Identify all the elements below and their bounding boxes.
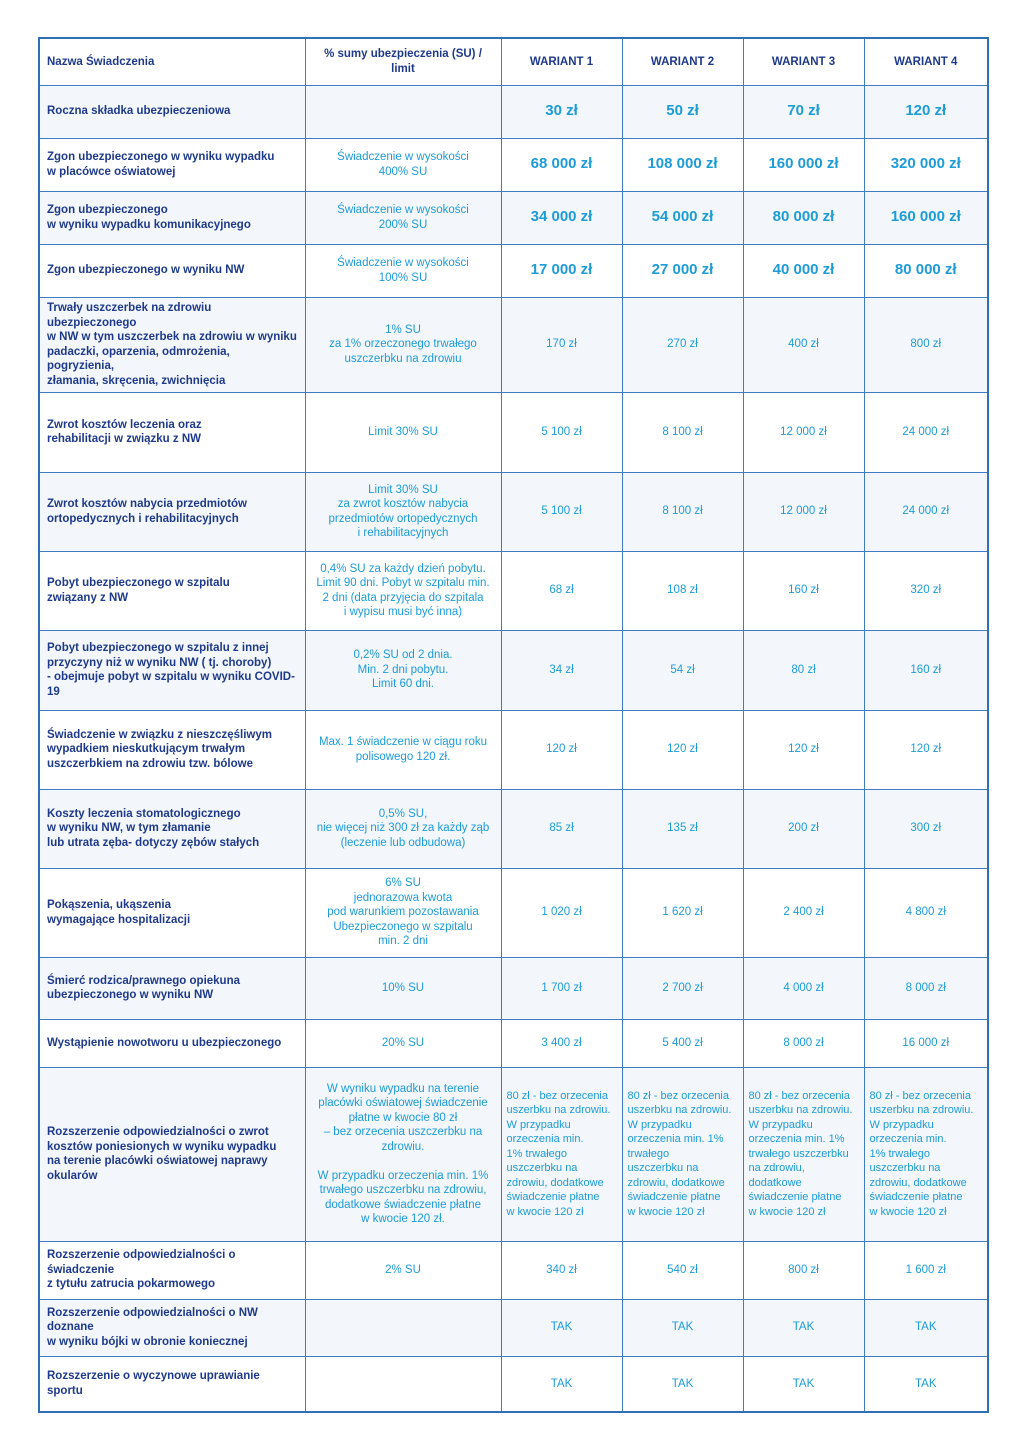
benefit-name: Rozszerzenie odpowiedzialności o NW doznane w wyniku bójki w obronie koniecznej [39,1299,305,1356]
table-row [39,392,988,472]
benefit-limit: 2% SU [305,1241,501,1299]
variant-1-value: 340 zł [501,1241,622,1299]
variant-1-value: 34 zł [501,630,622,710]
variant-3-value: 2 400 zł [743,868,864,957]
variant-2-value: 135 zł [622,789,743,868]
variant-1-value: 17 000 zł [501,244,622,297]
variant-4-value: 80 000 zł [864,244,988,297]
variant-2-value: 8 100 zł [622,472,743,551]
variant-1-value: 68 000 zł [501,138,622,191]
variant-2-value: 540 zł [622,1241,743,1299]
variant-4-value: 320 000 zł [864,138,988,191]
variant-3-value: 12 000 zł [743,472,864,551]
variant-4-value: 8 000 zł [864,957,988,1019]
variant-4-value: 1 600 zł [864,1241,988,1299]
table-row [39,138,988,191]
table-row [39,710,988,789]
variant-4-value: 24 000 zł [864,392,988,472]
variant-4-value: TAK [864,1356,988,1412]
benefit-name: Rozszerzenie odpowiedzialności o zwrot kosztów poniesionych w wyniku wypadku na terenie placówki oświatowej naprawy okularów [39,1067,305,1241]
benefit-name: Trwały uszczerbek na zdrowiu ubezpieczonego w NW w tym uszczerbek na zdrowiu w wyniku padaczki, oparzenia, odmrożenia, pogryzienia, złamania, skręcenia, zwichnięcia [39,297,305,392]
table-row [39,868,988,957]
table-row [39,551,988,630]
header-variant-4: WARIANT 4 [864,38,988,85]
table-row [39,244,988,297]
table-row [39,1299,988,1356]
variant-1-value: 80 zł - bez orzecenia uszerbku na zdrowiu. W przypadku orzeczenia min. 1% trwałego uszczerbku na zdrowiu, dodatkowe świadczenie płatne w kwocie 120 zł [501,1067,622,1241]
benefit-limit: Świadczenie w wysokości 200% SU [305,191,501,244]
variant-1-value: 34 000 zł [501,191,622,244]
variant-2-value: 108 000 zł [622,138,743,191]
table-row [39,85,988,138]
variant-2-value: 8 100 zł [622,392,743,472]
table-row [39,1067,988,1241]
variant-2-value: 54 zł [622,630,743,710]
benefit-limit: 0,2% SU od 2 dnia. Min. 2 dni pobytu. Limit 60 dni. [305,630,501,710]
benefit-name: Zgon ubezpieczonego w wyniku NW [39,244,305,297]
variant-4-value: 160 zł [864,630,988,710]
table-row [39,789,988,868]
variant-2-value: 80 zł - bez orzecenia uszerbku na zdrowiu. W przypadku orzeczenia min. 1% trwałego uszczerbku na zdrowiu, dodatkowe świadczenie płatne w kwocie 120 zł [622,1067,743,1241]
benefit-limit: Limit 30% SU za zwrot kosztów nabycia przedmiotów ortopedycznych i rehabilitacyjnych [305,472,501,551]
benefit-name: Pobyt ubezpieczonego w szpitalu z innej przyczyny niż w wyniku NW ( tj. choroby) - obejmuje pobyt w szpitalu w wyniku COVID-19 [39,630,305,710]
variant-3-value: 200 zł [743,789,864,868]
header-limit: % sumy ubezpieczenia (SU) / limit [305,38,501,85]
variant-1-value: 85 zł [501,789,622,868]
benefit-limit: Limit 30% SU [305,392,501,472]
benefit-limit [305,1299,501,1356]
variant-3-value: 120 zł [743,710,864,789]
table-row [39,297,988,392]
benefit-limit: Świadczenie w wysokości 100% SU [305,244,501,297]
benefit-name: Zwrot kosztów nabycia przedmiotów ortopedycznych i rehabilitacyjnych [39,472,305,551]
variant-2-value: 120 zł [622,710,743,789]
variant-2-value: 5 400 zł [622,1019,743,1067]
variant-2-value: TAK [622,1299,743,1356]
variant-2-value: 1 620 zł [622,868,743,957]
variant-3-value: TAK [743,1299,864,1356]
variant-3-value: 80 zł - bez orzecenia uszerbku na zdrowiu. W przypadku orzeczenia min. 1% trwałego uszczerbku na zdrowiu, dodatkowe świadczenie płatne w kwocie 120 zł [743,1067,864,1241]
variant-2-value: 270 zł [622,297,743,392]
benefit-name: Pobyt ubezpieczonego w szpitalu związany z NW [39,551,305,630]
variant-2-value: 27 000 zł [622,244,743,297]
variant-1-value: TAK [501,1299,622,1356]
benefit-name: Koszty leczenia stomatologicznego w wyniku NW, w tym złamanie lub utrata zęba- dotyczy zębów stałych [39,789,305,868]
variant-4-value: 16 000 zł [864,1019,988,1067]
table-row [39,957,988,1019]
variant-4-value: 80 zł - bez orzecenia uszerbku na zdrowiu. W przypadku orzeczenia min. 1% trwałego uszczerbku na zdrowiu, dodatkowe świadczenie płatne w kwocie 120 zł [864,1067,988,1241]
table-row [39,1356,988,1412]
table-row [39,472,988,551]
variant-3-value: 8 000 zł [743,1019,864,1067]
variant-4-value: 24 000 zł [864,472,988,551]
benefit-name: Rozszerzenie odpowiedzialności o świadczenie z tytułu zatrucia pokarmowego [39,1241,305,1299]
benefit-name: Zgon ubezpieczonego w wyniku wypadku komunikacyjnego [39,191,305,244]
variant-1-value: 170 zł [501,297,622,392]
table-row [39,191,988,244]
benefit-name: Rozszerzenie o wyczynowe uprawianie sportu [39,1356,305,1412]
benefit-name: Śmierć rodzica/prawnego opiekuna ubezpieczonego w wyniku NW [39,957,305,1019]
table-row [39,1019,988,1067]
variant-1-value: 68 zł [501,551,622,630]
variant-3-value: 40 000 zł [743,244,864,297]
benefit-limit [305,1356,501,1412]
variant-3-value: 160 zł [743,551,864,630]
benefit-name: Pokąszenia, ukąszenia wymagające hospitalizacji [39,868,305,957]
benefit-limit: 0,5% SU, nie więcej niż 300 zł za każdy ząb (leczenie lub odbudowa) [305,789,501,868]
benefit-name: Roczna składka ubezpieczeniowa [39,85,305,138]
benefit-limit [305,85,501,138]
variant-1-value: 3 400 zł [501,1019,622,1067]
benefit-limit: 6% SU jednorazowa kwota pod warunkiem pozostawania Ubezpieczonego w szpitalu min. 2 dni [305,868,501,957]
variant-4-value: 120 zł [864,710,988,789]
variant-2-value: 2 700 zł [622,957,743,1019]
table-row [39,630,988,710]
variant-2-value: 54 000 zł [622,191,743,244]
variant-4-value: 4 800 zł [864,868,988,957]
variant-2-value: 50 zł [622,85,743,138]
variant-3-value: 12 000 zł [743,392,864,472]
variant-1-value: 5 100 zł [501,472,622,551]
benefit-limit: 1% SU za 1% orzeczonego trwałego uszczerbku na zdrowiu [305,297,501,392]
variant-1-value: 120 zł [501,710,622,789]
variant-3-value: 70 zł [743,85,864,138]
variant-1-value: 1 700 zł [501,957,622,1019]
benefit-name: Wystąpienie nowotworu u ubezpieczonego [39,1019,305,1067]
header-variant-3: WARIANT 3 [743,38,864,85]
variant-2-value: 108 zł [622,551,743,630]
variant-4-value: 160 000 zł [864,191,988,244]
variant-2-value: TAK [622,1356,743,1412]
benefit-limit: W wyniku wypadku na terenie placówki oświatowej świadczenie płatne w kwocie 80 zł – bez orzecenia uszczerbku na zdrowiu. W przypadku orzeczenia min. 1% trwałego uszczerbku na zdrowiu, dodatkowe świadczenie płatne w kwocie 120 zł. [305,1067,501,1241]
benefit-limit: 20% SU [305,1019,501,1067]
header-row [39,38,988,85]
variant-3-value: 80 000 zł [743,191,864,244]
benefit-name: Zgon ubezpieczonego w wyniku wypadku w placówce oświatowej [39,138,305,191]
table-row [39,1241,988,1299]
header-variant-2: WARIANT 2 [622,38,743,85]
variant-1-value: 1 020 zł [501,868,622,957]
variant-4-value: 300 zł [864,789,988,868]
benefit-limit: 10% SU [305,957,501,1019]
benefit-limit: 0,4% SU za każdy dzień pobytu. Limit 90 dni. Pobyt w szpitalu min. 2 dni (data przyjęcia do szpitala i wypisu musi być inna) [305,551,501,630]
variant-1-value: 30 zł [501,85,622,138]
variant-4-value: 320 zł [864,551,988,630]
header-name: Nazwa Świadczenia [39,38,305,85]
variant-3-value: 4 000 zł [743,957,864,1019]
benefits-table [38,37,989,1413]
variant-3-value: 80 zł [743,630,864,710]
variant-3-value: 160 000 zł [743,138,864,191]
variant-4-value: TAK [864,1299,988,1356]
variant-3-value: 800 zł [743,1241,864,1299]
variant-3-value: TAK [743,1356,864,1412]
header-variant-1: WARIANT 1 [501,38,622,85]
variant-4-value: 800 zł [864,297,988,392]
benefit-name: Zwrot kosztów leczenia oraz rehabilitacji w związku z NW [39,392,305,472]
benefit-name: Świadczenie w związku z nieszczęśliwym wypadkiem nieskutkującym trwałym uszczerbkiem na zdrowiu tzw. bólowe [39,710,305,789]
variant-3-value: 400 zł [743,297,864,392]
variant-4-value: 120 zł [864,85,988,138]
variant-1-value: 5 100 zł [501,392,622,472]
benefit-limit: Świadczenie w wysokości 400% SU [305,138,501,191]
benefit-limit: Max. 1 świadczenie w ciągu roku polisowego 120 zł. [305,710,501,789]
variant-1-value: TAK [501,1356,622,1412]
